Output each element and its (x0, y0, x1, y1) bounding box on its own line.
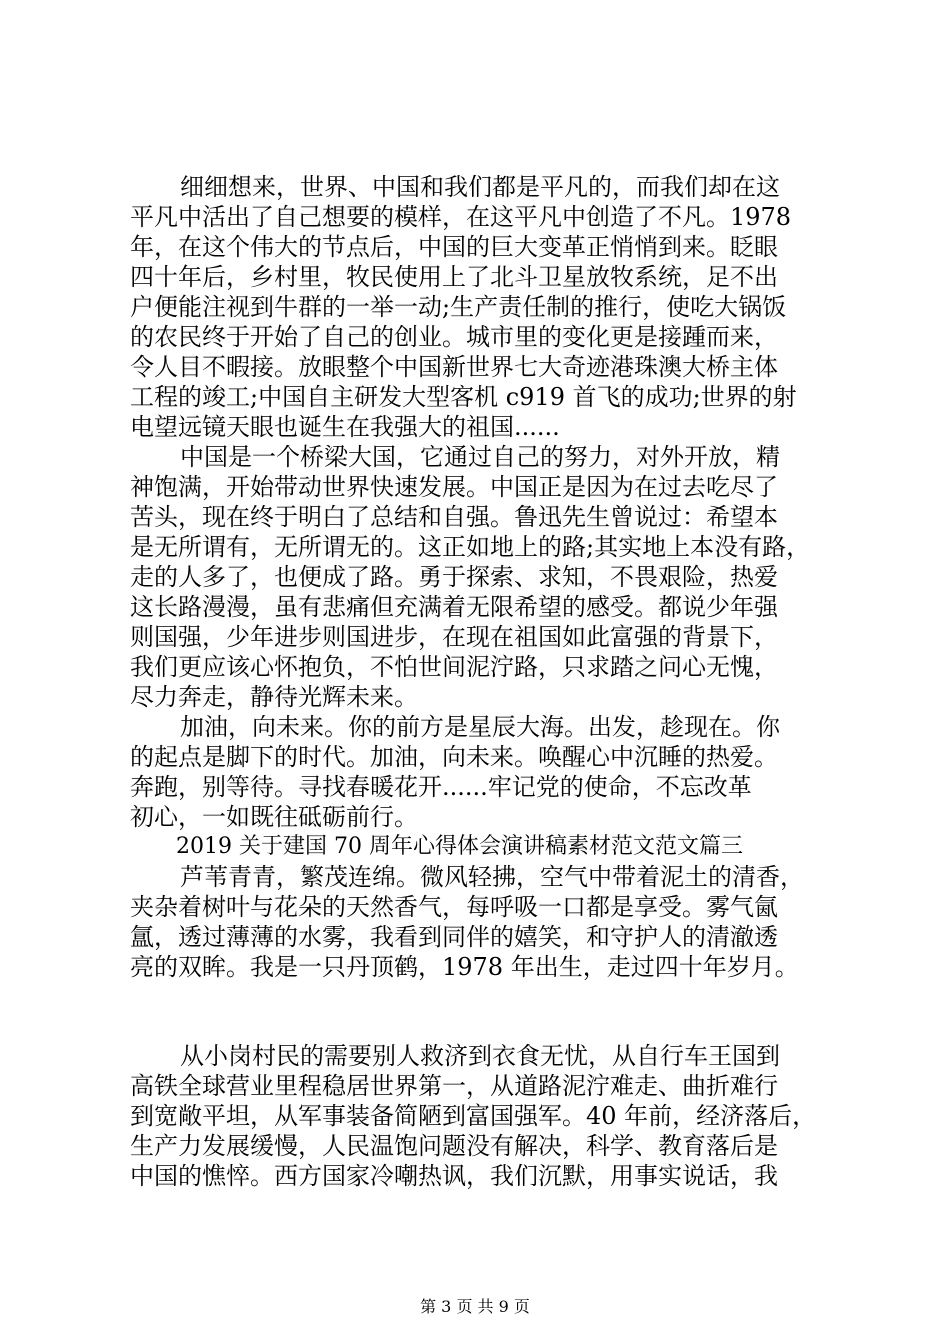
paragraph-line: 亮的双眸。我是一只丹顶鹤，1978 年出生，走过四十年岁月。 (130, 953, 799, 981)
paragraph-line: 从小岗村民的需要别人救济到衣食无忧，从自行车王国到 (180, 1042, 780, 1070)
paragraph-line: 这长路漫漫，虽有悲痛但充满着无限希望的感受。都说少年强 (130, 593, 778, 621)
paragraph-line: 初心，一如既往砥砺前行。 (130, 803, 418, 831)
paragraph-line: 平凡中活出了自己想要的模样，在这平凡中创造了不凡。1978 (130, 203, 792, 231)
section-heading: 2019 关于建国 70 周年心得体会演讲稿素材范文范文篇三 (176, 834, 743, 859)
paragraph-line: 户便能注视到牛群的一举一动;生产责任制的推行，使吃大锅饭 (130, 293, 787, 321)
paragraph-line: 尽力奔走，静待光辉未来。 (130, 683, 418, 711)
paragraph-line: 年，在这个伟大的节点后，中国的巨大变革正悄悄到来。眨眼 (130, 233, 778, 261)
paragraph-line: 到宽敞平坦，从军事装备简陋到富国强军。40 年前，经济落后， (130, 1102, 817, 1130)
paragraph-line: 加油，向未来。你的前方是星辰大海。出发，趁现在。你 (180, 713, 780, 741)
paragraph-line: 我们更应该心怀抱负，不怕世间泥泞路，只求踏之问心无愧， (130, 653, 778, 681)
paragraph-line: 电望远镜天眼也诞生在我强大的祖国...... (130, 413, 560, 441)
paragraph-line: 生产力发展缓慢，人民温饱问题没有解决，科学、教育落后是 (130, 1132, 778, 1160)
paragraph-line: 夹杂着树叶与花朵的天然香气，每呼吸一口都是享受。雾气氤 (130, 893, 778, 921)
paragraph-spacer (130, 982, 830, 1041)
paragraph-line: 氲，透过薄薄的水雾，我看到同伴的嬉笑，和守护人的清澈透 (130, 923, 778, 951)
paragraph-line: 中国的憔悴。西方国家冷嘲热讽，我们沉默，用事实说话，我 (130, 1162, 778, 1190)
page-number-footer: 第 3 页 共 9 页 (420, 1297, 530, 1316)
paragraph-line: 苦头，现在终于明白了总结和自强。鲁迅先生曾说过：希望本 (130, 503, 778, 531)
paragraph-line: 的农民终于开始了自己的创业。城市里的变化更是接踵而来， (130, 323, 778, 351)
document-body (130, 172, 830, 1191)
paragraph-line: 中国是一个桥梁大国，它通过自己的努力，对外开放，精 (180, 443, 780, 471)
paragraph-line: 走的人多了，也便成了路。勇于探索、求知，不畏艰险，热爱 (130, 563, 778, 591)
paragraph-line: 高铁全球营业里程稳居世界第一，从道路泥泞难走、曲折难行 (130, 1072, 778, 1100)
paragraph-line: 的起点是脚下的时代。加油，向未来。唤醒心中沉睡的热爱。 (130, 743, 778, 771)
paragraph-line: 细细想来，世界、中国和我们都是平凡的，而我们却在这 (180, 173, 780, 201)
paragraph-line: 四十年后，乡村里，牧民使用上了北斗卫星放牧系统，足不出 (130, 263, 778, 291)
paragraph-line: 奔跑，别等待。寻找春暖花开......牢记党的使命，不忘改革 (130, 773, 752, 801)
paragraph-line: 神饱满，开始带动世界快速发展。中国正是因为在过去吃尽了 (130, 473, 778, 501)
paragraph-line: 工程的竣工;中国自主研发大型客机 c919 首飞的成功;世界的射 (130, 383, 797, 411)
paragraph-line: 芦苇青青，繁茂连绵。微风轻拂，空气中带着泥土的清香， (180, 863, 804, 891)
paragraph-line: 则国强，少年进步则国进步，在现在祖国如此富强的背景下， (130, 623, 778, 651)
paragraph-line: 令人目不暇接。放眼整个中国新世界七大奇迹港珠澳大桥主体 (130, 353, 778, 381)
paragraph-line: 是无所谓有，无所谓无的。这正如地上的路;其实地上本没有路， (130, 533, 811, 561)
